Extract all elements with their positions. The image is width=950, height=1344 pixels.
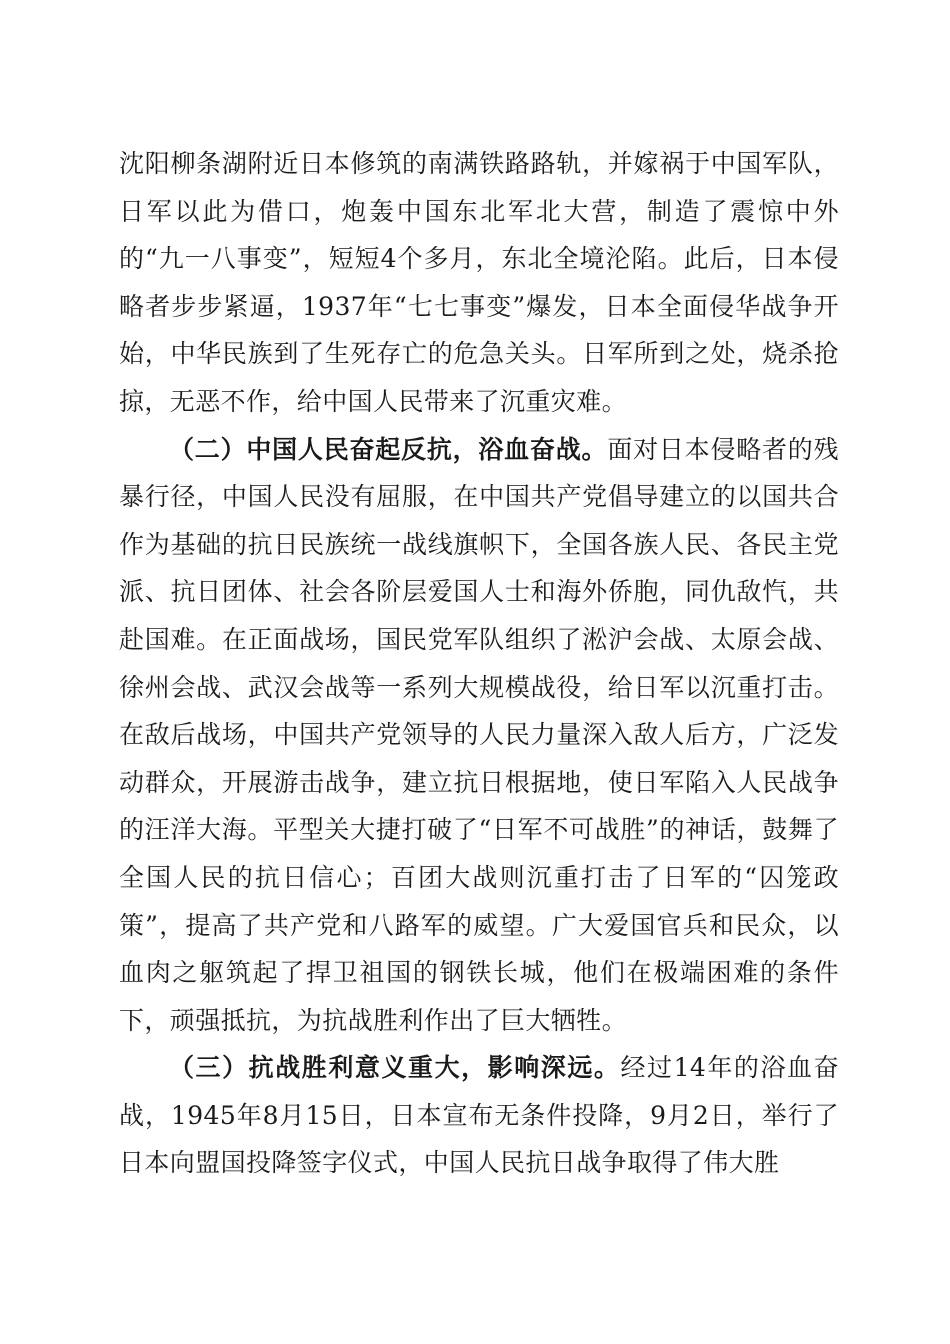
- paragraph-1-text: 沈阳柳条湖附近日本修筑的南满铁路路轨，并嫁祸于中国军队，日军以此为借口，炮轰中国东北军北大营，制造了震惊中外的“九一八事变”，短短4个多月，东北全境沦陷。此后，日本侵略者步步紧逼，1937年“七七事变”爆发，日本全面侵华战争开始，中华民族到了生死存亡的危急关头。日军所到之处，烧杀抢掠，无恶不作，给中国人民带来了沉重灾难。: [119, 149, 839, 416]
- document-body: [119, 140, 839, 1187]
- paragraph-3-text: 经过14年的浴血奋战，1945年8月15日，日本宣布无条件投降，9月2日，举行了日本向盟国投降签字仪式，中国人民抗日战争取得了伟大胜: [119, 1053, 839, 1178]
- paragraph-continuation: [119, 140, 839, 426]
- section-2-heading: （二）中国人民奋起反抗，浴血奋战。: [169, 434, 608, 464]
- paragraph-section-2: [119, 426, 839, 1045]
- section-3-heading: （三）抗战胜利意义重大，影响深远。: [169, 1053, 621, 1083]
- paragraph-2-text: 面对日本侵略者的残暴行径，中国人民没有屈服，在中国共产党倡导建立的以国共合作为基础的抗日民族统一战线旗帜下，全国各族人民、各民主党派、抗日团体、社会各阶层爱国人士和海外侨胞，同仇敌忾，共赴国难。在正面战场，国民党军队组织了淞沪会战、太原会战、徐州会战、武汉会战等一系列大规模战役，给日军以沉重打击。在敌后战场，中国共产党领导的人民力量深入敌人后方，广泛发动群众，开展游击战争，建立抗日根据地，使日军陷入人民战争的汪洋大海。平型关大捷打破了“日军不可战胜”的神话，鼓舞了全国人民的抗日信心；百团大战则沉重打击了日军的“囚笼政策”，提高了共产党和八路军的威望。广大爱国官兵和民众，以血肉之躯筑起了捍卫祖国的钢铁长城，他们在极端困难的条件下，顽强抵抗，为抗战胜利作出了巨大牺牲。: [119, 434, 839, 1035]
- paragraph-section-3: [119, 1044, 839, 1187]
